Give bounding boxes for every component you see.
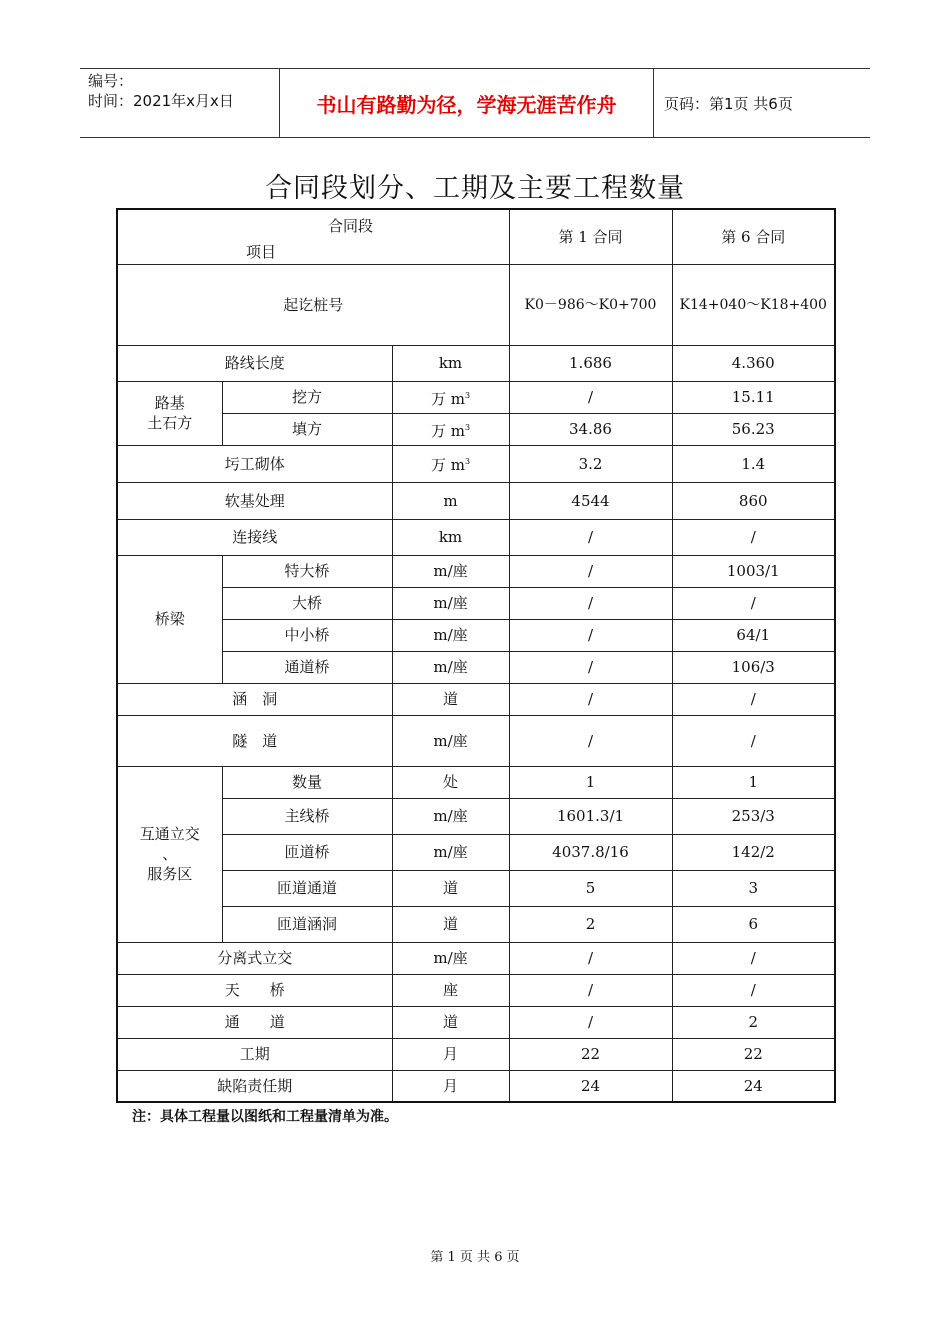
cell-v2: 64/1	[672, 619, 835, 651]
header-page-info: 页码：第1页 共6页	[664, 94, 793, 113]
cell-unit: m/座	[392, 834, 509, 870]
cell-v2: 142/2	[672, 834, 835, 870]
cell-unit: km	[392, 345, 509, 381]
cell-unit: 万 $m^3$	[392, 413, 509, 445]
cell-v1: 5	[509, 870, 672, 906]
cell-unit: m/座	[392, 798, 509, 834]
group-subgrade: 路基 土石方	[117, 381, 222, 445]
cell-v1: 1601.3/1	[509, 798, 672, 834]
cell-v2: 56.23	[672, 413, 835, 445]
row-label: 分离式立交	[117, 942, 392, 974]
table-note: 注：具体工程量以图纸和工程量清单为准。	[132, 1109, 398, 1125]
col-header-1: 第 1 合同	[509, 209, 672, 264]
row-label: 隧 道	[117, 715, 392, 766]
header-motto: 书山有路勤为径，学海无涯苦作舟	[280, 69, 654, 137]
col-header-2: 第 6 合同	[672, 209, 835, 264]
row-label: 大桥	[222, 587, 392, 619]
time-label: 时间：2021年x月x日	[88, 92, 234, 110]
cell-v2: K14+040～K18+400	[672, 264, 835, 345]
row-label: 匝道涵洞	[222, 906, 392, 942]
cell-v1: /	[509, 587, 672, 619]
cell-v1: 24	[509, 1070, 672, 1102]
row-label: 起讫桩号	[117, 264, 509, 345]
cell-v1: /	[509, 381, 672, 413]
cell-v2: 860	[672, 482, 835, 519]
cell-v2: 22	[672, 1038, 835, 1070]
cell-v2: 24	[672, 1070, 835, 1102]
row-label: 通 道	[117, 1006, 392, 1038]
cell-v1: /	[509, 1006, 672, 1038]
row-label: 主线桥	[222, 798, 392, 834]
cell-unit: m/座	[392, 715, 509, 766]
cell-v1: 1.686	[509, 345, 672, 381]
cell-v1: /	[509, 683, 672, 715]
corner-header	[117, 209, 509, 264]
cell-unit: 万 $m^3$	[392, 445, 509, 482]
cell-unit: m	[392, 482, 509, 519]
cell-v1: /	[509, 715, 672, 766]
cell-unit: 月	[392, 1038, 509, 1070]
cell-unit: km	[392, 519, 509, 555]
corner-bottom: 项目	[246, 243, 277, 261]
contract-table	[116, 208, 836, 1103]
cell-v1: 2	[509, 906, 672, 942]
cell-v2: 1003/1	[672, 555, 835, 587]
cell-v1: /	[509, 519, 672, 555]
code-label: 编号：	[88, 72, 134, 90]
row-label: 连接线	[117, 519, 392, 555]
row-label: 工期	[117, 1038, 392, 1070]
document-title: 合同段划分、工期及主要工程数量	[265, 173, 685, 204]
cell-v1: /	[509, 619, 672, 651]
row-label: 圬工砌体	[117, 445, 392, 482]
group-interchange: 互通立交 、 服务区	[117, 766, 222, 942]
cell-v2: 106/3	[672, 651, 835, 683]
cell-v2: 3	[672, 870, 835, 906]
cell-v2: /	[672, 519, 835, 555]
row-label: 特大桥	[222, 555, 392, 587]
cell-unit: 月	[392, 1070, 509, 1102]
cell-v1: /	[509, 651, 672, 683]
row-label: 软基处理	[117, 482, 392, 519]
cell-unit: 道	[392, 683, 509, 715]
cell-v1: 22	[509, 1038, 672, 1070]
cell-unit: m/座	[392, 651, 509, 683]
row-label: 填方	[222, 413, 392, 445]
cell-v2: 1	[672, 766, 835, 798]
row-label: 涵 洞	[117, 683, 392, 715]
cell-v1: /	[509, 974, 672, 1006]
cell-v2: 4.360	[672, 345, 835, 381]
cell-v1: 1	[509, 766, 672, 798]
row-label: 匝道通道	[222, 870, 392, 906]
cell-v2: /	[672, 715, 835, 766]
cell-v2: /	[672, 683, 835, 715]
row-label: 路线长度	[117, 345, 392, 381]
cell-v1: K0－986～K0+700	[509, 264, 672, 345]
row-label: 挖方	[222, 381, 392, 413]
row-label: 缺陷责任期	[117, 1070, 392, 1102]
cell-v2: 15.11	[672, 381, 835, 413]
cell-v1: 4544	[509, 482, 672, 519]
cell-v2: /	[672, 587, 835, 619]
row-label: 匝道桥	[222, 834, 392, 870]
cell-unit: m/座	[392, 942, 509, 974]
group-bridge: 桥梁	[117, 555, 222, 683]
row-label: 天 桥	[117, 974, 392, 1006]
row-label: 通道桥	[222, 651, 392, 683]
cell-v2: /	[672, 942, 835, 974]
header-meta	[80, 69, 280, 137]
cell-v1: 34.86	[509, 413, 672, 445]
page-header	[80, 68, 870, 138]
cell-v2: /	[672, 974, 835, 1006]
corner-top: 合同段	[328, 217, 374, 235]
cell-unit: 道	[392, 1006, 509, 1038]
cell-v2: 2	[672, 1006, 835, 1038]
cell-unit: 万 $m^3$	[392, 381, 509, 413]
row-label: 数量	[222, 766, 392, 798]
cell-unit: m/座	[392, 587, 509, 619]
cell-unit: 座	[392, 974, 509, 1006]
cell-unit: 处	[392, 766, 509, 798]
cell-v1: /	[509, 555, 672, 587]
cell-v1: /	[509, 942, 672, 974]
cell-v2: 1.4	[672, 445, 835, 482]
row-label: 中小桥	[222, 619, 392, 651]
cell-unit: m/座	[392, 619, 509, 651]
page-footer: 第 1 页 共 6 页	[430, 1250, 520, 1265]
cell-unit: 道	[392, 870, 509, 906]
cell-v1: 4037.8/16	[509, 834, 672, 870]
cell-v2: 6	[672, 906, 835, 942]
cell-unit: 道	[392, 906, 509, 942]
cell-v2: 253/3	[672, 798, 835, 834]
cell-v1: 3.2	[509, 445, 672, 482]
cell-unit: m/座	[392, 555, 509, 587]
